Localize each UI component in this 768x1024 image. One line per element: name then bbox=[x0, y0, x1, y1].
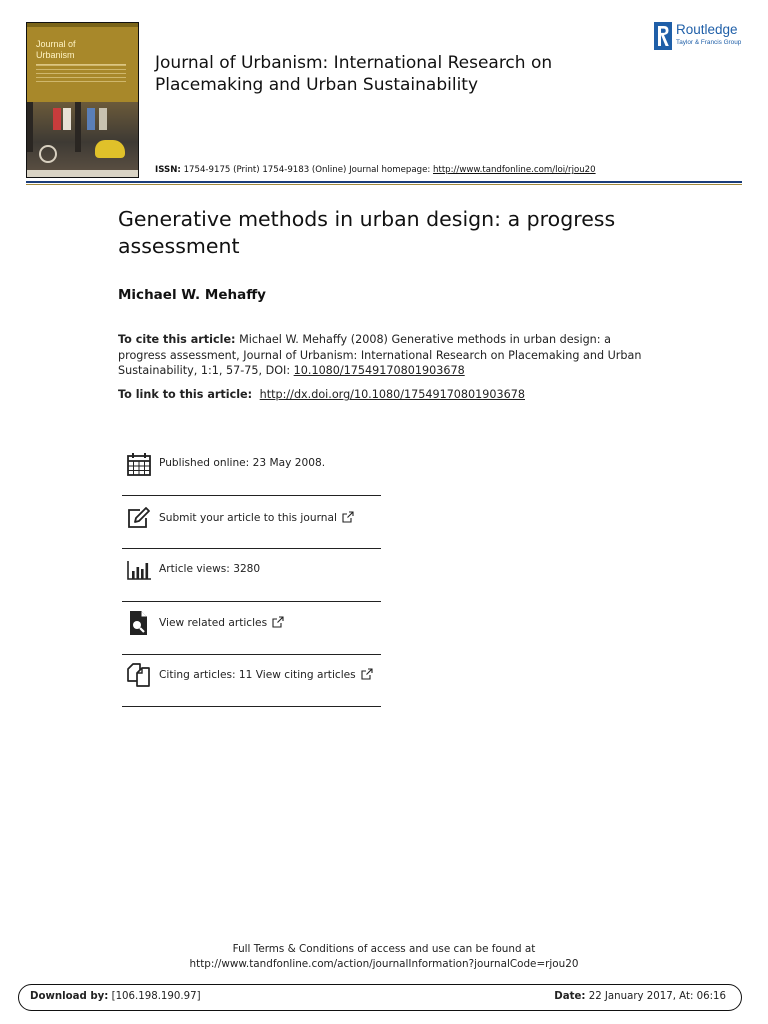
cover-photo-column bbox=[27, 102, 33, 152]
search-document-icon bbox=[126, 610, 152, 636]
cover-title bbox=[36, 39, 76, 61]
meta-divider bbox=[122, 706, 381, 707]
download-info-bar bbox=[18, 984, 742, 1011]
terms-notice bbox=[0, 942, 768, 972]
issn-line bbox=[155, 165, 596, 175]
journal-title: Journal of Urbanism: International Research on Placemaking and Urban Sustainability bbox=[155, 53, 553, 95]
issn-value: 1754-9175 (Print) 1754-9183 (Online) bbox=[183, 165, 347, 175]
doi-link[interactable]: 10.1080/17549170801903678 bbox=[293, 364, 465, 377]
citation-block bbox=[118, 332, 658, 379]
citing-articles-item[interactable] bbox=[122, 662, 381, 702]
article-views-item bbox=[122, 557, 381, 597]
date-value: 22 January 2017, At: 06:16 bbox=[588, 991, 726, 1002]
download-value: [106.198.190.97] bbox=[111, 991, 201, 1002]
cover-top-band bbox=[27, 23, 138, 27]
published-online-text: Published online: 23 May 2008. bbox=[159, 457, 326, 469]
terms-link[interactable]: http://www.tandfonline.com/action/journalInformation?journalCode=rjou20 bbox=[189, 958, 579, 970]
cover-photo-bicycle bbox=[39, 145, 57, 163]
cover-subtitle-lines bbox=[36, 64, 126, 83]
external-link-icon bbox=[272, 616, 284, 628]
meta-divider bbox=[122, 654, 381, 655]
cite-text: Michael W. Mehaffy (2008) Generative methods in urban design: a progress assessment, Journal of Urbanism: International Research on Placemaking and Urban Sustainability, 1:1, 57-75, DOI: bbox=[118, 333, 642, 377]
meta-divider bbox=[122, 601, 381, 602]
journal-cover bbox=[26, 22, 139, 178]
citing-articles-link[interactable] bbox=[159, 668, 373, 681]
cover-photo-garment bbox=[53, 108, 61, 130]
submit-article-item[interactable] bbox=[122, 505, 381, 545]
citing-documents-icon bbox=[126, 662, 152, 688]
published-online-item bbox=[122, 451, 381, 491]
cite-label: To cite this article: bbox=[118, 333, 236, 346]
related-articles-link[interactable] bbox=[159, 616, 284, 629]
submit-article-text: Submit your article to this journal bbox=[159, 512, 337, 524]
journal-homepage-link[interactable]: http://www.tandfonline.com/loi/rjou20 bbox=[433, 165, 596, 175]
date-label: Date: bbox=[554, 991, 586, 1002]
download-by bbox=[30, 991, 201, 1002]
meta-divider bbox=[122, 495, 381, 496]
homepage-label: Journal homepage: bbox=[349, 165, 431, 175]
terms-line1: Full Terms & Conditions of access and use can be found at bbox=[232, 943, 536, 955]
cover-photo bbox=[27, 102, 138, 175]
cover-title-line2: Urbanism bbox=[36, 50, 75, 60]
external-link-icon bbox=[361, 668, 373, 680]
related-articles-text: View related articles bbox=[159, 617, 268, 629]
cover-photo-garment bbox=[87, 108, 95, 130]
header-divider bbox=[26, 181, 742, 183]
download-date bbox=[554, 991, 726, 1002]
cover-photo-garment bbox=[63, 108, 71, 130]
article-doi-url-link[interactable]: http://dx.doi.org/10.1080/17549170801903678 bbox=[259, 388, 525, 401]
link-label: To link to this article: bbox=[118, 388, 253, 401]
meta-divider bbox=[122, 548, 381, 549]
cover-photo-garment bbox=[99, 108, 107, 130]
routledge-logo bbox=[654, 22, 746, 50]
calendar-icon bbox=[126, 451, 152, 477]
article-views-text: Article views: 3280 bbox=[159, 563, 261, 575]
issn-label: ISSN: bbox=[155, 165, 181, 175]
article-link-line bbox=[118, 388, 525, 401]
cover-footer-band bbox=[27, 170, 138, 177]
header-divider-accent bbox=[26, 184, 742, 185]
publisher-group: Taylor & Francis Group bbox=[676, 39, 742, 46]
download-label: Download by: bbox=[30, 991, 109, 1002]
edit-icon bbox=[126, 505, 152, 531]
citing-articles-text: Citing articles: 11 View citing articles bbox=[159, 669, 356, 681]
related-articles-item[interactable] bbox=[122, 610, 381, 650]
external-link-icon bbox=[342, 511, 354, 523]
article-title: Generative methods in urban design: a progress assessment bbox=[118, 207, 616, 258]
submit-article-link[interactable] bbox=[159, 511, 354, 524]
article-author: Michael W. Mehaffy bbox=[118, 287, 266, 303]
bar-chart-icon bbox=[126, 557, 152, 583]
publisher-name: Routledge bbox=[676, 22, 738, 37]
routledge-logo-icon bbox=[654, 22, 672, 50]
cover-photo-column bbox=[75, 102, 81, 152]
cover-title-line1: Journal of bbox=[36, 39, 76, 49]
cover-photo-scooter bbox=[95, 140, 125, 158]
